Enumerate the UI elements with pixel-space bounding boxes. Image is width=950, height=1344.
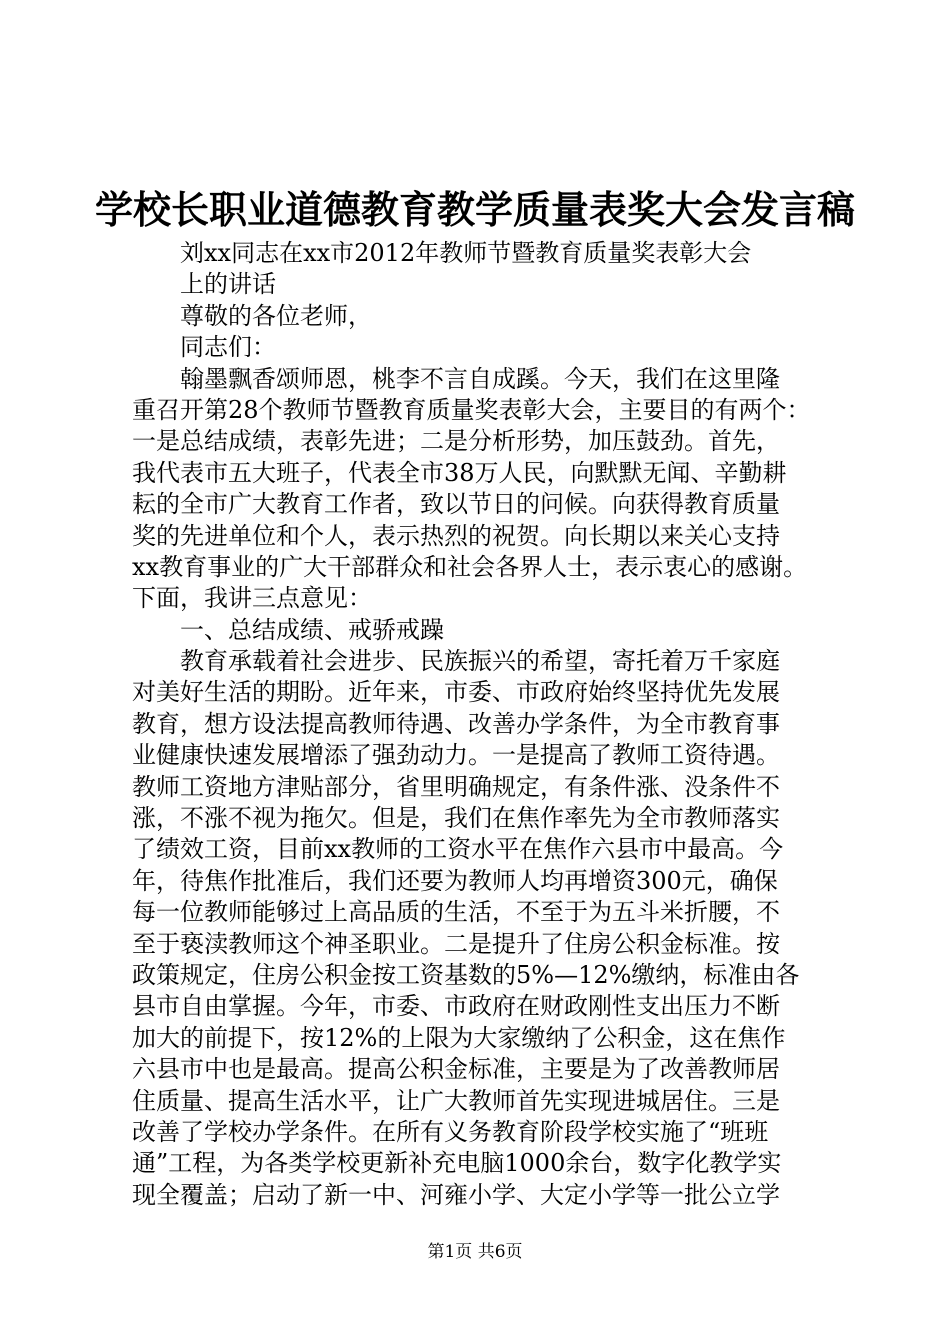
section-heading: 一、总结成绩、戒骄戒躁 [180, 615, 444, 644]
paragraph-line: 教育，想方设法提高教师待遇、改善办学条件，为全市教育事 [132, 709, 780, 738]
paragraph-line: 我代表市五大班子，代表全市38万人民，向默默无闻、辛勤耕 [132, 458, 787, 487]
document-title: 学校长职业道德教育教学质量表奖大会发言稿 [94, 187, 855, 232]
paragraph-line: 了绩效工资，目前xx教师的工资水平在焦作六县市中最高。今 [132, 835, 784, 864]
paragraph-line: 翰墨飘香颂师恩，桃李不言自成蹊。今天，我们在这里隆 [180, 364, 780, 393]
paragraph-line: xx教育事业的广大干部群众和社会各界人士，表示衷心的感谢。 [132, 552, 808, 581]
paragraph-line: 耘的全市广大教育工作者，致以节日的问候。向获得教育质量 [132, 490, 780, 519]
paragraph-line: 至于亵渎教师这个神圣职业。二是提升了住房公积金标准。按 [132, 929, 780, 958]
paragraph-line: 教师工资地方津贴部分，省里明确规定，有条件涨、没条件不 [132, 772, 780, 801]
paragraph-line: 奖的先进单位和个人，表示热烈的祝贺。向长期以来关心支持 [132, 521, 780, 550]
paragraph-line: 一是总结成绩，表彰先进；二是分析形势，加压鼓劲。首先， [132, 427, 780, 456]
paragraph-line: 每一位教师能够过上高品质的生活，不至于为五斗米折腰，不 [132, 898, 780, 927]
paragraph-line: 业健康快速发展增添了强劲动力。一是提高了教师工资待遇。 [132, 741, 780, 770]
paragraph-line: 通”工程，为各类学校更新补充电脑1000余台，数字化教学实 [132, 1149, 782, 1178]
paragraph-line: 教育承载着社会进步、民族振兴的希望，寄托着万千家庭 [180, 647, 780, 676]
paragraph-line: 加大的前提下，按12%的上限为大家缴纳了公积金，这在焦作 [132, 1023, 786, 1052]
paragraph-line: 重召开第28个教师节暨教育质量奖表彰大会，主要目的有两个： [132, 395, 811, 424]
paragraph-line: 县市自由掌握。今年，市委、市政府在财政刚性支出压力不断 [132, 992, 780, 1021]
page-number: 第1页 共6页 [427, 1242, 523, 1262]
paragraph-line: 住质量、提高生活水平，让广大教师首先实现进城居住。三是 [132, 1086, 780, 1115]
subtitle-line: 上的讲话 [180, 270, 276, 299]
paragraph-line: 现全覆盖；启动了新一中、河雍小学、大定小学等一批公立学 [132, 1180, 780, 1209]
subtitle-line: 刘xx同志在xx市2012年教师节暨教育质量奖表彰大会 [180, 239, 752, 267]
paragraph-line: 六县市中也是最高。提高公积金标准，主要是为了改善教师居 [132, 1055, 780, 1084]
paragraph-line: 年，待焦作批准后，我们还要为教师人均再增资300元，确保 [132, 866, 778, 895]
paragraph-line: 下面，我讲三点意见： [132, 584, 372, 613]
paragraph-line: 对美好生活的期盼。近年来，市委、市政府始终坚持优先发展 [132, 678, 780, 707]
document-body [132, 238, 862, 1211]
salutation-line: 同志们： [180, 333, 276, 362]
paragraph-line: 政策规定，住房公积金按工资基数的5%—12%缴纳，标准由各 [132, 960, 800, 989]
paragraph-line: 改善了学校办学条件。在所有义务教育阶段学校实施了“班班 [132, 1117, 769, 1146]
salutation-line: 尊敬的各位老师， [180, 301, 372, 330]
paragraph-line: 涨，不涨不视为拖欠。但是，我们在焦作率先为全市教师落实 [132, 804, 780, 833]
